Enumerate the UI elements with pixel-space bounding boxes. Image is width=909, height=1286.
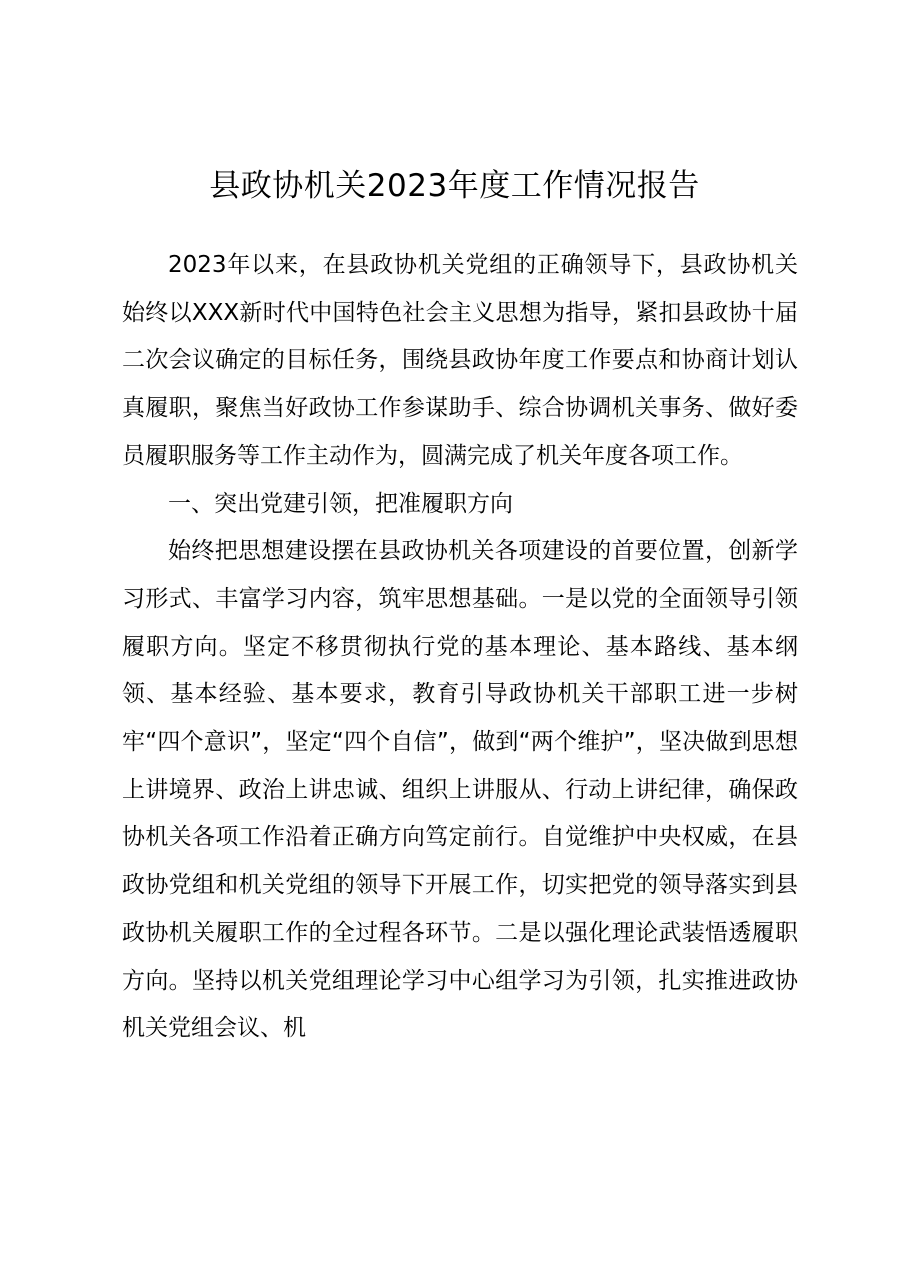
intro-paragraph: 2023年以来，在县政协机关党组的正确领导下，县政协机关始终以XXX新时代中国特色社会主义思想为指导，紧扣县政协十届二次会议确定的目标任务，围绕县政协年度工作要点和协商计划认真履职，聚焦当好政协工作参谋助手、综合协调机关事务、做好委员履职服务等工作主动作为，圆满完成了机关年度各项工作。 <box>122 252 798 469</box>
section-heading-1: 一、突出党建引领，把准履职方向 <box>168 490 513 517</box>
document-title: 县政协机关2023年度工作情况报告 <box>209 168 700 204</box>
document-body <box>122 242 798 1053</box>
section-1-paragraph: 始终把思想建设摆在县政协机关各项建设的首要位置，创新学习形式、丰富学习内容，筑牢思想基础。一是以党的全面领导引领履职方向。坚定不移贯彻执行党的基本理论、基本路线、基本纲领、基本经验、基本要求，教育引导政协机关干部职工进一步树牢“四个意识”，坚定“四个自信”，做到“两个维护”，坚决做到思想上讲境界、政治上讲忠诚、组织上讲服从、行动上讲纪律，确保政协机关各项工作沿着正确方向笃定前行。自觉维护中央权威，在县政协党组和机关党组的领导下开展工作，切实把党的领导落实到县政协机关履职工作的全过程各环节。二是以强化理论武装悟透履职方向。坚持以机关党组理论学习中心组学习为引领，扎实推进政协机关党组会议、机 <box>122 538 798 1042</box>
